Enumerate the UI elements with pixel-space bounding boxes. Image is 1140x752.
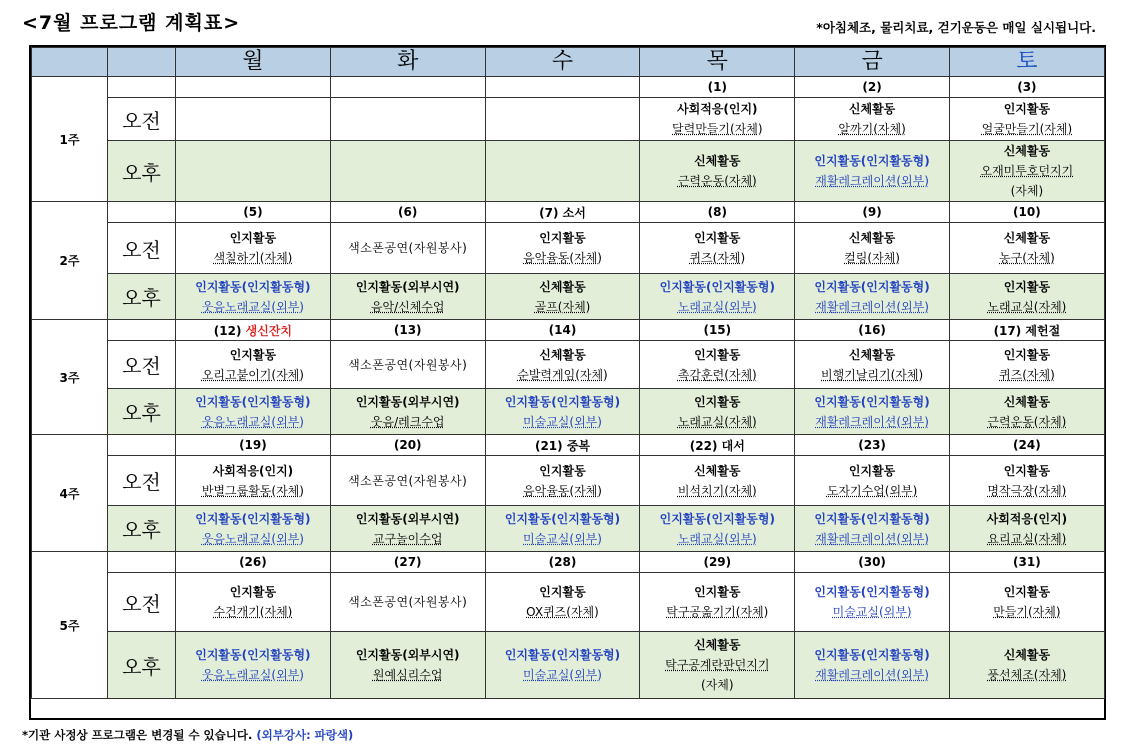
program-cell xyxy=(795,456,950,506)
program-detail: 미술교실(외부) xyxy=(832,605,912,619)
program-title: 인지활동(인지활동형) xyxy=(195,279,311,294)
date-cell xyxy=(949,435,1104,456)
date-event-note: 중복 xyxy=(566,438,591,453)
program-title: 인지활동(인지활동형) xyxy=(195,394,311,409)
date-cell xyxy=(176,435,331,456)
program-cell xyxy=(949,506,1104,552)
corner-cell xyxy=(108,48,176,77)
program-title: 인지활동 xyxy=(539,231,586,245)
program-cell xyxy=(330,141,485,202)
afternoon-row xyxy=(32,632,1105,699)
afternoon-label: 오후 xyxy=(108,389,176,435)
program-cell xyxy=(640,223,795,274)
date-cell xyxy=(330,202,485,223)
day-header-row xyxy=(32,48,1105,77)
date-cell xyxy=(640,202,795,223)
afternoon-label: 오후 xyxy=(108,632,176,699)
morning-row xyxy=(32,223,1105,274)
program-detail: 알까기(자체) xyxy=(838,122,906,136)
date-cell xyxy=(640,320,795,341)
program-title: 인지활동(인지활동형) xyxy=(814,511,930,526)
program-cell xyxy=(640,506,795,552)
program-detail: 웃음노래교실(외부) xyxy=(201,414,304,429)
date-cell xyxy=(485,202,640,223)
program-cell xyxy=(330,456,485,506)
date-number: (26) xyxy=(239,555,267,569)
program-title: 인지활동(인지활동형) xyxy=(659,279,775,294)
program-detail: 탁구공옮기기(자체) xyxy=(666,605,769,619)
date-row xyxy=(32,320,1105,341)
program-detail: 오재미투호던지기 xyxy=(980,164,1074,178)
program-title: 인지활동 xyxy=(539,585,586,599)
program-title: 인지활동 xyxy=(229,231,277,245)
program-cell xyxy=(330,223,485,274)
date-cell xyxy=(640,435,795,456)
program-detail: 노래교실(외부) xyxy=(677,531,757,546)
program-title: 인지활동 xyxy=(848,463,896,478)
program-detail: 비행기날리기(자체) xyxy=(821,367,924,382)
program-title: 인지활동(인지활동형) xyxy=(814,154,930,168)
date-number: (14) xyxy=(548,323,577,337)
program-title: 인지활동(외부시연) xyxy=(355,279,460,294)
program-title: 신체활동 xyxy=(848,102,896,116)
page-title: <7월 프로그램 계획표> xyxy=(22,12,241,34)
date-number: (12) xyxy=(213,323,242,338)
program-detail: 풍선체조(자체) xyxy=(987,668,1067,682)
program-title: 인지활동 xyxy=(1003,463,1051,478)
program-cell xyxy=(949,274,1104,320)
program-detail: 교구놀이수업 xyxy=(372,531,443,546)
date-row xyxy=(32,202,1105,223)
program-cell xyxy=(330,573,485,632)
date-number: (28) xyxy=(548,555,577,569)
program-cell xyxy=(176,389,331,435)
program-title: 신체활동 xyxy=(848,347,896,362)
week-label: 2주 xyxy=(32,202,108,320)
program-detail: 수건개기(자체) xyxy=(213,605,293,619)
program-title: 인지활동 xyxy=(1003,102,1051,116)
morning-label: 오전 xyxy=(108,98,176,141)
program-cell xyxy=(795,389,950,435)
program-cell xyxy=(485,632,640,699)
program-title: 인지활동(외부시연) xyxy=(355,648,460,662)
program-title: 사회적응(인지) xyxy=(677,102,758,116)
program-cell xyxy=(795,98,950,141)
blank-cell xyxy=(108,202,176,223)
program-detail: 색칠하기(자체) xyxy=(213,251,293,265)
program-title: 신체활동 xyxy=(1003,231,1051,245)
program-detail: 얼굴만들기(자체) xyxy=(981,122,1073,136)
program-title: 신체활동 xyxy=(694,463,741,478)
date-row xyxy=(32,435,1105,456)
daily-activity-note: *아침체조, 물리치료, 걷기운동은 매일 실시됩니다. xyxy=(816,20,1096,35)
program-title: 인지활동 xyxy=(694,394,741,409)
program-detail: 웃음노래교실(외부) xyxy=(201,299,304,314)
program-cell xyxy=(485,506,640,552)
program-title: 인지활동(인지활동형) xyxy=(504,648,621,662)
program-detail-cont: (자체) xyxy=(1010,184,1044,198)
program-title: 신체활동 xyxy=(1003,144,1051,158)
program-detail: 퀴즈(자체) xyxy=(999,367,1055,382)
program-cell xyxy=(176,274,331,320)
program-cell xyxy=(330,341,485,389)
change-notice xyxy=(22,727,353,743)
corner-cell xyxy=(32,48,108,77)
program-detail: 색소폰공연(자원봉사) xyxy=(348,473,468,488)
date-cell xyxy=(176,320,331,341)
date-number: (13) xyxy=(393,323,422,337)
program-detail: 반별그룹활동(자체) xyxy=(201,483,304,498)
date-number: (6) xyxy=(398,205,418,219)
date-number: (3) xyxy=(1017,80,1037,94)
program-cell xyxy=(330,632,485,699)
program-detail: 색소폰공연(자원봉사) xyxy=(348,595,468,609)
program-cell xyxy=(176,223,331,274)
program-cell xyxy=(176,456,331,506)
program-detail: 노래교실(자체) xyxy=(677,414,757,429)
program-detail: 명작극장(자체) xyxy=(987,483,1067,498)
program-title: 인지활동(인지활동형) xyxy=(814,648,930,662)
program-detail: 퀴즈(자체) xyxy=(689,251,746,265)
date-cell xyxy=(330,435,485,456)
week-label: 4주 xyxy=(32,435,108,552)
schedule-table xyxy=(31,47,1105,699)
morning-label: 오전 xyxy=(108,223,176,274)
date-number: (23) xyxy=(858,438,886,452)
program-detail: 촉감훈련(자체) xyxy=(677,367,757,382)
program-cell xyxy=(485,141,640,202)
program-detail: 달력만들기(자체) xyxy=(672,122,763,136)
morning-row xyxy=(32,456,1105,506)
date-number: (8) xyxy=(707,205,727,219)
program-title: 인지활동 xyxy=(1003,585,1051,599)
program-cell xyxy=(330,274,485,320)
program-title: 신체활동 xyxy=(848,231,896,245)
date-cell xyxy=(795,77,950,98)
program-cell xyxy=(640,389,795,435)
program-cell xyxy=(640,98,795,141)
program-detail: 음악율동(자체) xyxy=(523,483,602,498)
program-cell xyxy=(640,141,795,202)
program-cell xyxy=(795,573,950,632)
date-number: (17) xyxy=(993,323,1022,338)
program-cell xyxy=(485,274,640,320)
morning-row xyxy=(32,341,1105,389)
program-title: 신체활동 xyxy=(694,638,741,652)
date-row xyxy=(32,552,1105,573)
date-cell xyxy=(485,552,640,573)
date-number: (27) xyxy=(393,555,422,569)
program-detail-cont: (자체) xyxy=(701,678,734,692)
program-cell xyxy=(485,223,640,274)
week-label: 3주 xyxy=(32,320,108,435)
program-detail: 재활레크레이션(외부) xyxy=(815,299,929,314)
date-number: (9) xyxy=(862,205,882,219)
program-detail: 순발력게임(자체) xyxy=(517,367,608,382)
day-header-fri: 금 xyxy=(795,48,950,77)
program-cell xyxy=(949,341,1104,389)
program-cell xyxy=(176,506,331,552)
program-cell xyxy=(330,389,485,435)
date-cell xyxy=(795,320,950,341)
program-detail: 만들기(자체) xyxy=(993,605,1061,619)
program-detail: OX퀴즈(자체) xyxy=(526,605,599,619)
program-cell xyxy=(949,141,1104,202)
program-detail: 재활레크레이션(외부) xyxy=(815,531,929,546)
date-cell xyxy=(949,202,1104,223)
date-number: (24) xyxy=(1013,438,1041,452)
program-cell xyxy=(176,573,331,632)
date-number: (20) xyxy=(393,438,422,452)
program-cell xyxy=(640,456,795,506)
program-title: 인지활동 xyxy=(539,463,586,478)
date-number: (5) xyxy=(243,205,263,219)
program-cell xyxy=(640,274,795,320)
date-number: (16) xyxy=(858,323,886,337)
program-detail: 골프(자체) xyxy=(534,299,591,314)
program-cell xyxy=(640,632,795,699)
program-detail: 근력운동(자체) xyxy=(987,414,1067,429)
morning-row xyxy=(32,98,1105,141)
program-title: 인지활동(인지활동형) xyxy=(195,648,311,662)
afternoon-label: 오후 xyxy=(108,274,176,320)
blank-cell xyxy=(108,77,176,98)
program-detail: 재활레크레이션(외부) xyxy=(815,174,929,188)
date-cell xyxy=(795,202,950,223)
date-cell xyxy=(485,77,640,98)
program-cell xyxy=(640,341,795,389)
date-number: (21) xyxy=(534,438,563,453)
program-detail: 컬링(자체) xyxy=(844,251,900,265)
program-title: 인지활동 xyxy=(1003,347,1051,362)
program-cell xyxy=(795,341,950,389)
date-number: (29) xyxy=(703,555,732,569)
program-detail: 농구(자체) xyxy=(999,251,1055,265)
program-cell xyxy=(176,98,331,141)
program-cell xyxy=(949,98,1104,141)
afternoon-row xyxy=(32,274,1105,320)
date-cell xyxy=(949,77,1104,98)
program-title: 신체활동 xyxy=(694,154,741,168)
date-number: (30) xyxy=(858,555,886,569)
program-cell xyxy=(485,456,640,506)
program-detail: 웃음노래교실(외부) xyxy=(201,531,304,546)
program-cell xyxy=(485,341,640,389)
date-cell xyxy=(176,552,331,573)
program-title: 신체활동 xyxy=(1003,648,1051,662)
program-cell xyxy=(485,98,640,141)
date-number: (7) xyxy=(539,205,559,220)
day-header-sat: 토 xyxy=(949,48,1104,77)
program-cell xyxy=(485,573,640,632)
program-cell xyxy=(330,98,485,141)
program-title: 인지활동(인지활동형) xyxy=(504,511,621,526)
program-cell xyxy=(176,632,331,699)
program-cell xyxy=(795,141,950,202)
date-cell xyxy=(330,77,485,98)
program-detail: 오리고붙이기(자체) xyxy=(201,367,304,382)
afternoon-row xyxy=(32,389,1105,435)
day-header-thu: 목 xyxy=(640,48,795,77)
afternoon-row xyxy=(32,506,1105,552)
date-number: (31) xyxy=(1013,555,1041,569)
program-cell xyxy=(795,506,950,552)
program-detail: 색소폰공연(자원봉사) xyxy=(348,357,468,372)
date-event-note: 생신잔치 xyxy=(245,323,293,338)
program-detail: 재활레크레이션(외부) xyxy=(815,668,929,682)
date-cell xyxy=(949,320,1104,341)
program-title: 인지활동 xyxy=(229,585,277,599)
date-number: (19) xyxy=(239,438,267,452)
change-notice-text: *기관 사정상 프로그램은 변경될 수 있습니다. xyxy=(22,728,253,742)
program-detail: 음악율동(자체) xyxy=(523,251,602,265)
program-detail: 탁구공계란판던지기 xyxy=(665,658,770,672)
program-cell xyxy=(949,632,1104,699)
day-header-wed: 수 xyxy=(485,48,640,77)
program-cell xyxy=(795,223,950,274)
program-detail: 재활레크레이션(외부) xyxy=(815,414,929,429)
program-detail: 도자기수업(외부) xyxy=(826,483,918,498)
date-cell xyxy=(330,320,485,341)
program-title: 신체활동 xyxy=(539,279,586,294)
program-title: 인지활동 xyxy=(229,347,277,362)
external-instructor-legend: (외부강사: 파랑색) xyxy=(256,728,354,742)
program-detail: 노래교실(자체) xyxy=(987,299,1067,314)
program-title: 인지활동 xyxy=(694,231,741,245)
morning-label: 오전 xyxy=(108,456,176,506)
program-cell xyxy=(795,632,950,699)
program-cell xyxy=(949,389,1104,435)
program-title: 인지활동 xyxy=(1003,279,1051,294)
program-detail: 비석치기(자체) xyxy=(677,483,757,498)
program-title: 인지활동(인지활동형) xyxy=(195,511,311,526)
date-cell xyxy=(330,552,485,573)
date-number: (15) xyxy=(703,323,732,337)
program-cell xyxy=(485,389,640,435)
afternoon-label: 오후 xyxy=(108,141,176,202)
program-detail: 노래교실(외부) xyxy=(677,299,757,314)
program-title: 사회적응(인지) xyxy=(212,463,294,478)
program-cell xyxy=(949,223,1104,274)
program-cell xyxy=(640,573,795,632)
program-title: 신체활동 xyxy=(539,347,586,362)
date-number: (2) xyxy=(862,80,882,94)
program-detail: 미술교실(외부) xyxy=(523,414,602,429)
date-cell xyxy=(176,202,331,223)
date-cell xyxy=(640,552,795,573)
program-title: 인지활동 xyxy=(694,347,741,362)
program-cell xyxy=(949,456,1104,506)
program-title: 인지활동 xyxy=(694,585,741,599)
day-header-tue: 화 xyxy=(330,48,485,77)
blank-cell xyxy=(108,320,176,341)
program-cell xyxy=(330,506,485,552)
date-row xyxy=(32,77,1105,98)
program-title: 신체활동 xyxy=(1003,394,1051,409)
blank-cell xyxy=(108,552,176,573)
program-detail: 웃음노래교실(외부) xyxy=(201,668,304,682)
morning-label: 오전 xyxy=(108,573,176,632)
date-cell xyxy=(949,552,1104,573)
date-cell xyxy=(485,320,640,341)
day-header-mon: 월 xyxy=(176,48,331,77)
week-label: 5주 xyxy=(32,552,108,699)
program-cell xyxy=(176,341,331,389)
program-title: 인지활동(인지활동형) xyxy=(814,394,930,409)
date-event-note: 소서 xyxy=(562,205,586,220)
afternoon-row xyxy=(32,141,1105,202)
program-title: 인지활동(인지활동형) xyxy=(814,279,930,294)
program-title: 인지활동(인지활동형) xyxy=(659,511,775,526)
date-number: (22) xyxy=(689,438,718,453)
program-detail: 미술교실(외부) xyxy=(523,531,602,546)
program-title: 인지활동(외부시연) xyxy=(355,511,460,526)
week-label: 1주 xyxy=(32,77,108,202)
program-detail: 색소폰공연(자원봉사) xyxy=(348,241,468,255)
program-title: 인지활동(인지활동형) xyxy=(814,585,930,599)
program-detail: 요리교실(자체) xyxy=(987,531,1067,546)
program-title: 사회적응(인지) xyxy=(986,511,1068,526)
date-event-note: 제헌절 xyxy=(1025,323,1061,338)
program-detail: 웃음/레크수업 xyxy=(370,414,445,429)
program-detail: 음악/신체수업 xyxy=(370,299,445,314)
morning-label: 오전 xyxy=(108,341,176,389)
program-cell xyxy=(795,274,950,320)
date-number: (10) xyxy=(1013,205,1041,219)
date-cell xyxy=(176,77,331,98)
date-event-note: 대서 xyxy=(721,438,745,453)
date-cell xyxy=(485,435,640,456)
date-cell xyxy=(795,435,950,456)
program-detail: 원예심리수업 xyxy=(372,668,443,682)
program-title: 인지활동(외부시연) xyxy=(355,394,460,409)
date-cell xyxy=(795,552,950,573)
program-cell xyxy=(176,141,331,202)
schedule-body xyxy=(32,77,1105,699)
program-title: 인지활동(인지활동형) xyxy=(504,394,621,409)
program-cell xyxy=(949,573,1104,632)
morning-row xyxy=(32,573,1105,632)
blank-cell xyxy=(108,435,176,456)
program-detail: 미술교실(외부) xyxy=(523,668,602,682)
date-number: (1) xyxy=(707,80,727,94)
date-cell xyxy=(640,77,795,98)
program-detail: 근력운동(자체) xyxy=(677,174,757,188)
afternoon-label: 오후 xyxy=(108,506,176,552)
